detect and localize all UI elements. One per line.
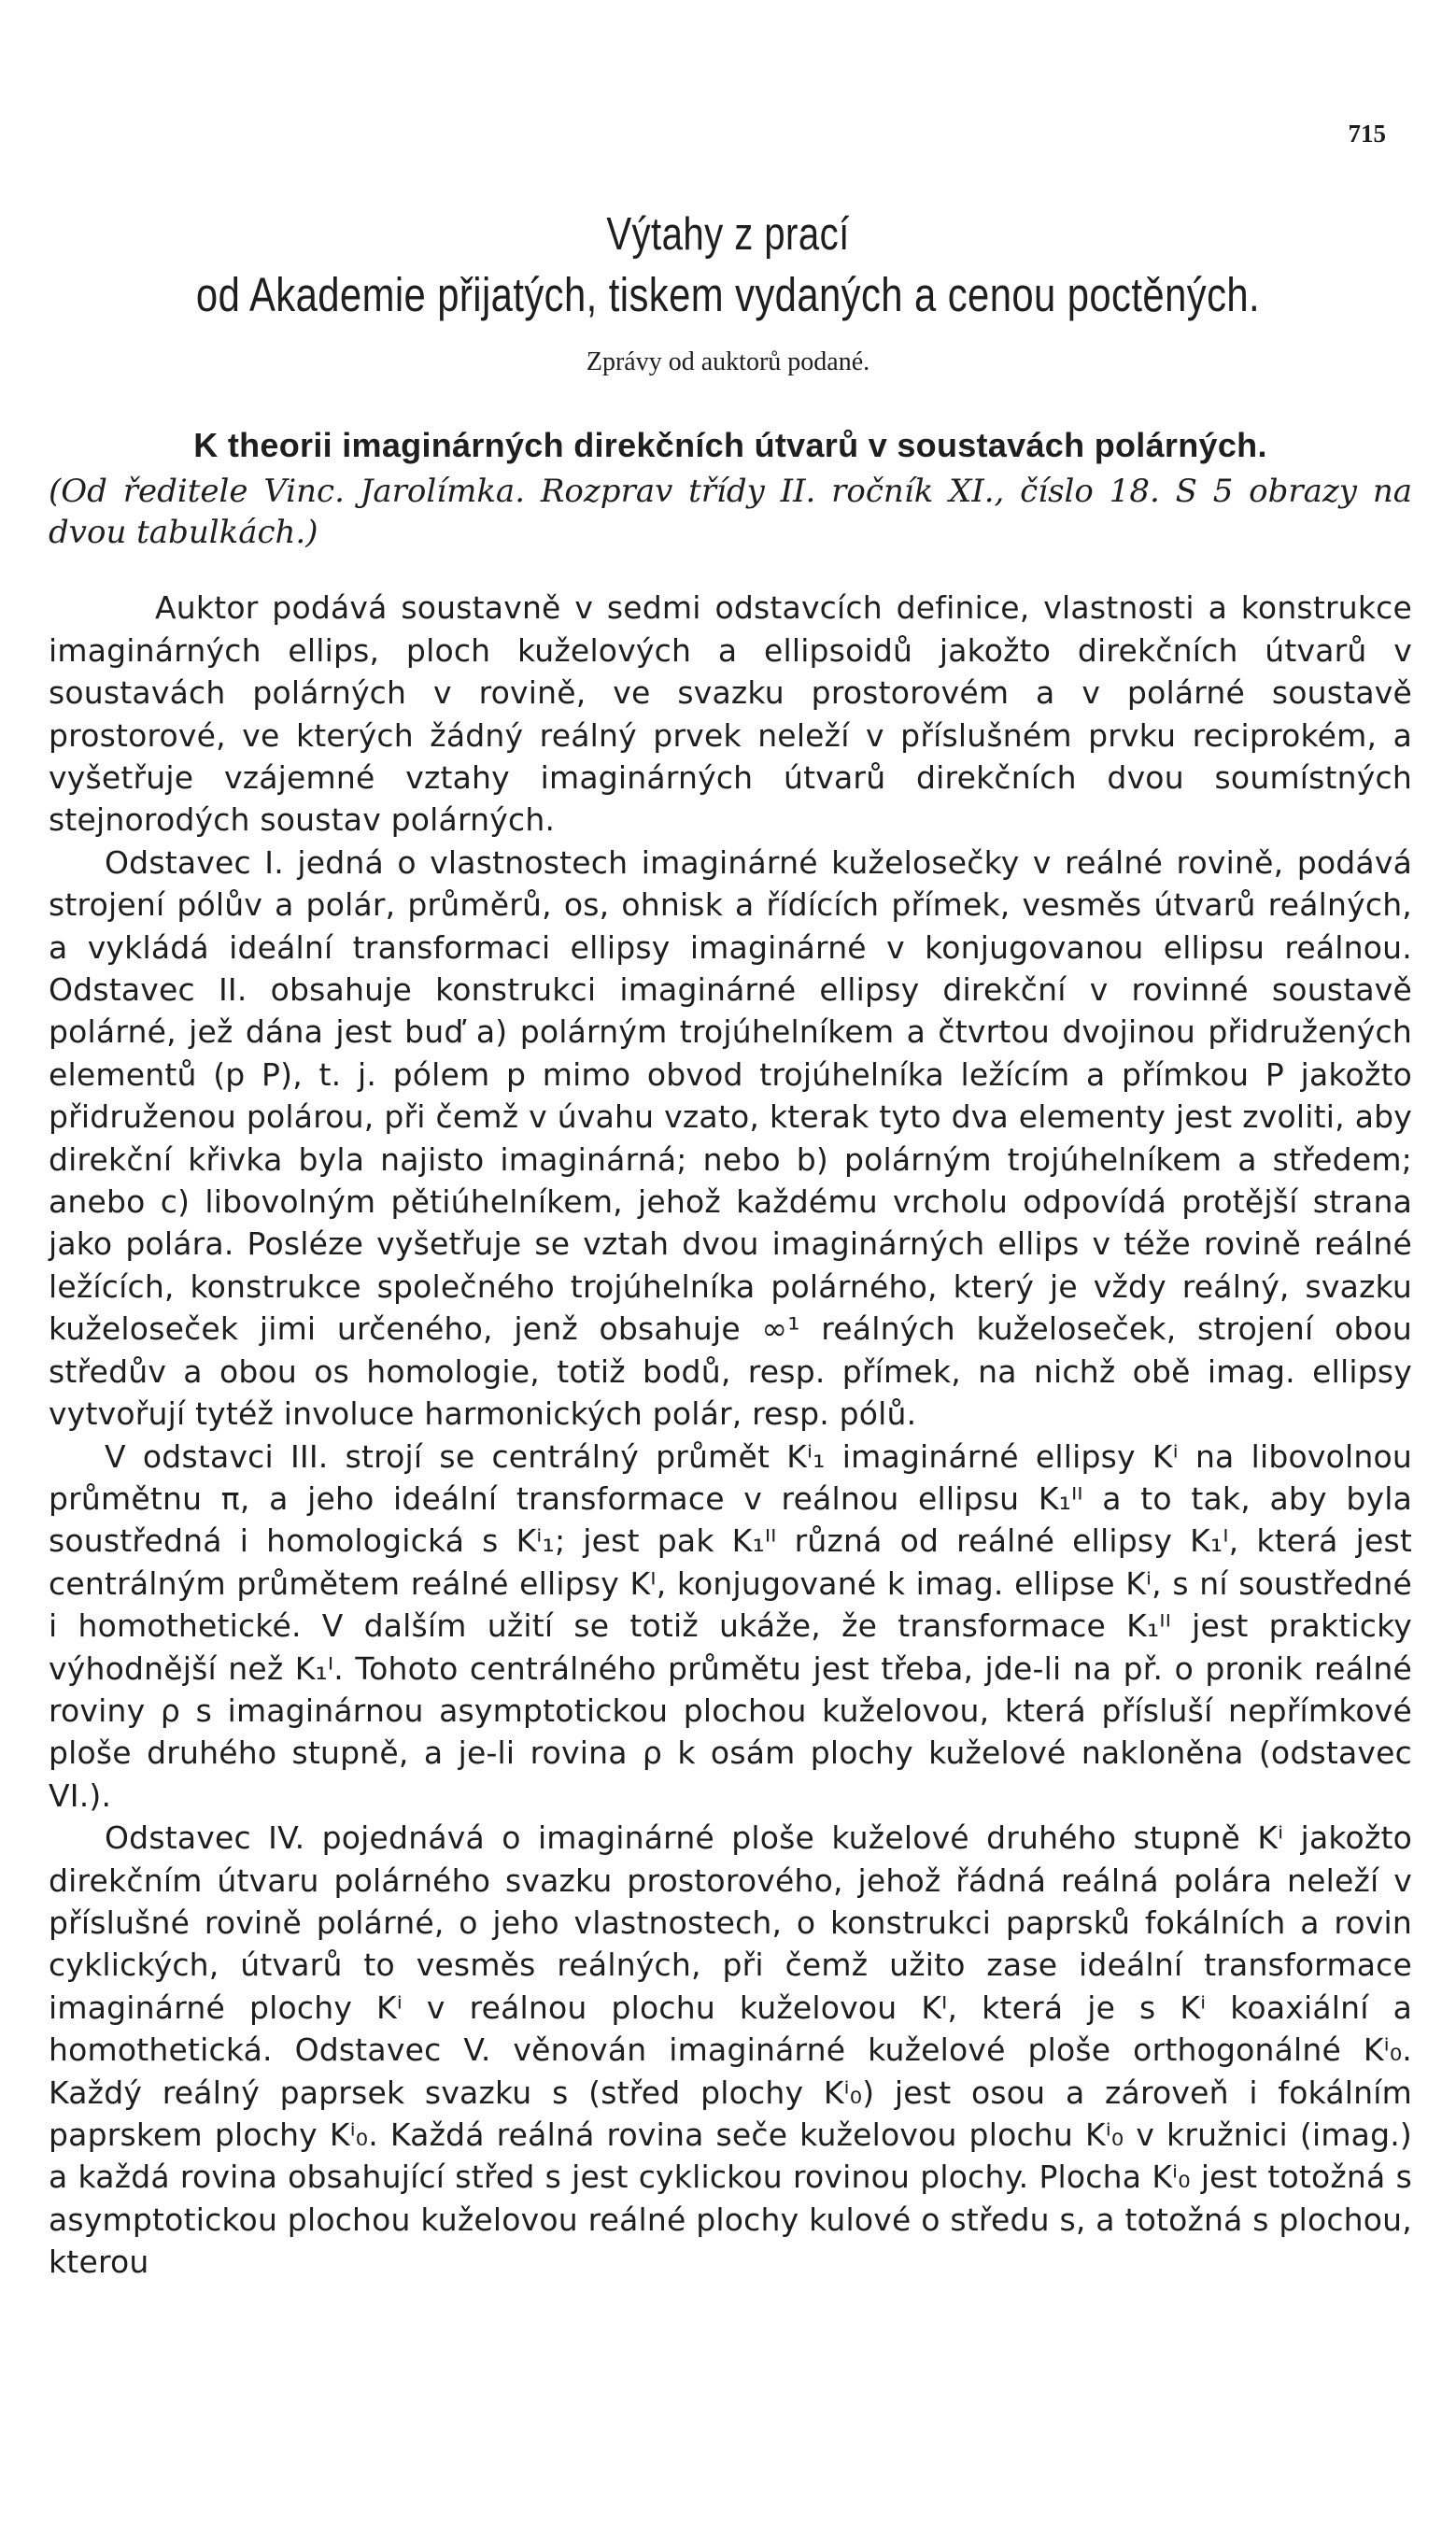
section-title-line-2: od Akademie přijatých, tiskem vydaných a cenou poctěných. <box>195 267 1261 321</box>
paragraph: V odstavci III. strojí se centrálný průmět Kⁱ₁ imaginárné ellipsy Kⁱ na libovolnou průmětnu π, a jeho ideální transformace v reálnou ellipsu K₁ᴵᴵ a to tak, aby byla soustředná i homologická s Kⁱ₁; jest pak K₁ᴵᴵ různá od reálné ellipsy K₁ᴵ, která jest centrálným průmětem reálné ellipsy Kᴵ, konjugované k imag. ellipse Kⁱ, s ní soustředné i homothetické. V dalším užití se totiž ukáže, že transformace K₁ᴵᴵ jest prakticky výhodnější než K₁ᴵ. Tohoto centrálného průmětu jest třeba, jde-li na př. o pronik reálné roviny ρ s imaginárnou asymptotickou plochou kuželovou, která přísluší nepřímkové ploše druhého stupně, a je-li rovina ρ k osám plochy kuželové nakloněna (odstavec VI.). <box>49 1437 1412 1814</box>
article-title: K theorii imaginárných direkčních útvarů v soustavách polárných. <box>193 426 1267 464</box>
article-reference: (Od ředitele Vinc. Jarolímka. Rozprav třídy II. ročník XI., číslo 18. S 5 obrazy na dvou tabulkách.) <box>49 473 1412 552</box>
page-number: 715 <box>1348 120 1386 148</box>
paragraph: Odstavec I. jedná o vlastnostech imaginárné kuželosečky v reálné rovině, podává strojení pólův a polár, průměrů, os, ohnisk a řídících přímek, vesměs útvarů reálných, a vykládá ideální transformaci ellipsy imaginárné v konjugovanou ellipsu reálnou. Odstavec II. obsahuje konstrukci imaginárné ellipsy direkční v rovinné soustavě polárné, jež dána jest buď a) polárným trojúhelníkem a čtvrtou dvojinou přidružených elementů (p P), t. j. pólem p mimo obvod trojúhelníka ležícím a přímkou P jakožto přidruženou polárou, při čemž v úvahu vzato, kterak tyto dva elementy jest zvoliti, aby direkční křivka byla najisto imaginárná; nebo b) polárným trojúhelníkem a středem; anebo c) libovolným pětiúhelníkem, jehož každému vrcholu odpovídá protější strana jako polára. Posléze vyšetřuje se vztah dvou imaginárných ellips v téže rovině reálné ležících, konstrukce společného trojúhelníka polárného, který je vždy reálný, svazku kuželoseček jimi určeného, jenž obsahuje ∞¹ reálných kuželoseček, strojení obou středův a obou os homologie, totiž bodů, resp. přímek, na nichž obě imag. ellipsy vytvořují tytéž involuce harmonických polár, resp. pólů. <box>49 843 1412 1433</box>
article <box>49 426 1412 2284</box>
paragraph: Odstavec IV. pojednává o imaginárné ploše kuželové druhého stupně Kⁱ jakožto direkčním útvaru polárného svazku prostorového, jehož řádná reálná polára neleží v příslušné rovině polárné, o jeho vlastnostech, o konstrukci paprsků fokálních a rovin cyklických, útvarů to vesměs reálných, při čemž užito zase ideální transformace imaginárné plochy Kⁱ v reálnou plochu kuželovou Kᴵ, která je s Kⁱ koaxiální a homothetická. Odstavec V. věnován imaginárné kuželové ploše orthogonálné Kⁱ₀. Každý reálný paprsek svazku s (střed plochy Kⁱ₀) jest osou a zároveň i fokálním paprskem plochy Kⁱ₀. Každá reálná rovina seče kuželovou plochu Kⁱ₀ v kružnici (imag.) a každá rovina obsahující střed s jest cyklickou rovinou plochy. Plocha Kⁱ₀ jest totožná s asymptotickou plochou kuželovou reálné plochy kulové o středu s, a totožná s plochou, kterou <box>49 1819 1412 2281</box>
article-body <box>49 587 1412 2283</box>
section-subtitle: Zprávy od auktorů podané. <box>586 347 870 376</box>
section-title-line-1: Výtahy z prací <box>606 209 850 260</box>
page-header <box>0 207 1456 377</box>
paragraph: Auktor podává soustavně v sedmi odstavcích definice, vlastnosti a konstrukce imaginárných ellips, ploch kuželových a ellipsoidů jakožto direkčních útvarů v soustavách polárných v rovině, ve svazku prostorovém a v polárné soustavě prostorové, ve kterých žádný reálný prvek neleží v příslušném prvku reciprokém, a vyšetřuje vzájemné vztahy imaginárných útvarů direkčních dvou soumístných stejnorodých soustav polárných. <box>49 589 1412 839</box>
